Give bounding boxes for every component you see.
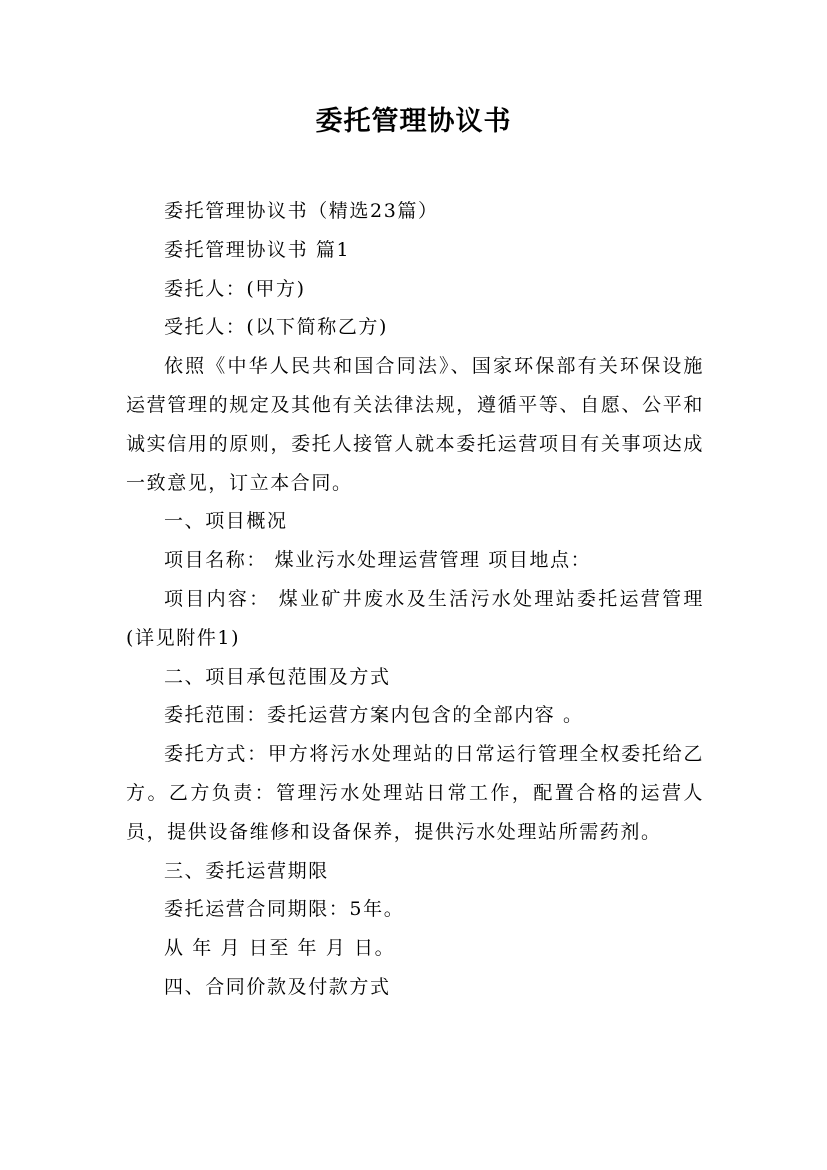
paragraph-scope: 委托范围：委托运营方案内包含的全部内容 。 [164, 704, 584, 727]
document-title: 委托管理协议书 [315, 106, 512, 137]
paragraph-principal: 委托人：(甲方) [164, 277, 306, 300]
paragraph-term-dates: 从 年 月 日至 年 月 日。 [164, 937, 396, 960]
section-heading-scope: 二、项目承包范围及方式 [164, 665, 391, 688]
paragraph-method: 委托方式：甲方将污水处理站的日常运行管理全权委托给乙方。乙方负责：管理污水处理站日常工作，配置合格的运营人员，提供设备维修和设备保养，提供污水处理站所需药剂。 [126, 743, 704, 843]
paragraph-collection-title: 委托管理协议书（精选23篇） [164, 200, 439, 222]
section-heading-payment: 四、合同价款及付款方式 [164, 975, 391, 998]
paragraph-preamble: 依照《中华人民共和国合同法》、国家环保部有关环保设施运营管理的规定及其他有关法律法规，遵循平等、自愿、公平和诚实信用的原则，委托人接管人就本委托运营项目有关事项达成一致意见，订立本合同。 [126, 355, 704, 494]
paragraph-article-heading: 委托管理协议书 篇1 [164, 238, 351, 261]
section-heading-term: 三、委托运营期限 [164, 859, 329, 882]
paragraph-term-length: 委托运营合同期限：5年。 [164, 898, 405, 921]
document-body [126, 192, 704, 1007]
paragraph-trustee: 受托人：(以下简称乙方) [164, 316, 389, 339]
paragraph-project-name: 项目名称： 煤业污水处理运营管理 项目地点： [164, 549, 592, 572]
paragraph-project-content: 项目内容： 煤业矿井废水及生活污水处理站委托运营管理(详见附件1) [126, 587, 704, 649]
section-heading-overview: 一、项目概况 [164, 510, 288, 533]
